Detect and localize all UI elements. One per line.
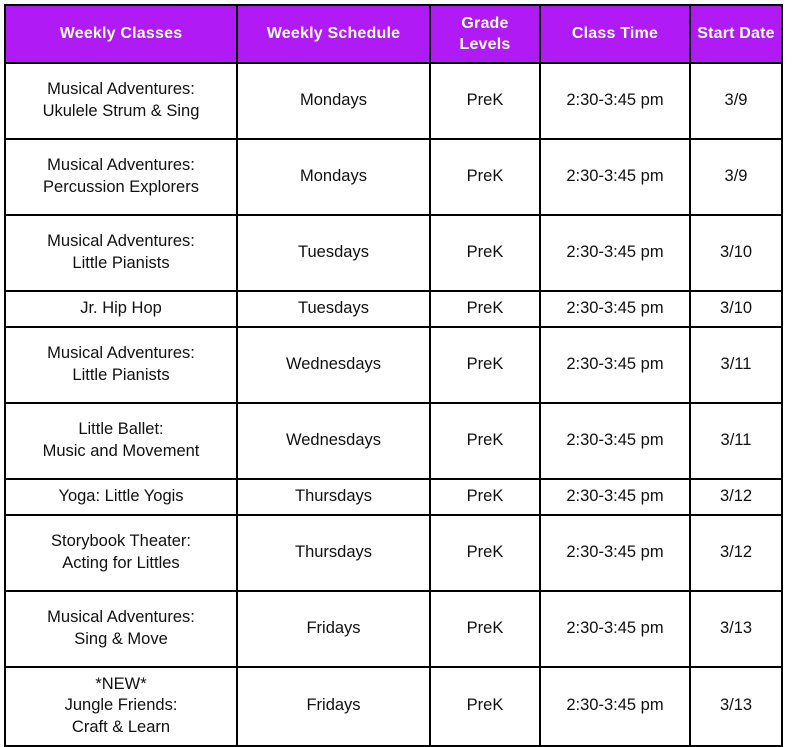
- column-header-weekly-schedule: Weekly Schedule: [237, 5, 430, 63]
- table-body: [5, 63, 782, 746]
- cell-class-name: [5, 591, 237, 667]
- column-header-start-date: Start Date: [690, 5, 782, 63]
- class-name-line: *NEW*: [95, 674, 147, 693]
- class-name-line: Percussion Explorers: [43, 178, 199, 196]
- cell-weekly-schedule: Thursdays: [237, 479, 430, 515]
- cell-class-name: [5, 291, 237, 327]
- class-name-line: Acting for Littles: [62, 553, 180, 572]
- table-row: [5, 291, 782, 327]
- cell-class-name: [5, 667, 237, 746]
- cell-start-date: 3/13: [690, 667, 782, 746]
- table-row: [5, 667, 782, 746]
- class-name-line: Musical Adventures:: [47, 607, 195, 626]
- class-name-line: Musical Adventures:: [47, 156, 195, 175]
- cell-class-name: [5, 215, 237, 291]
- cell-grade-level: PreK: [430, 215, 540, 291]
- table-row: [5, 63, 782, 139]
- cell-class-name: [5, 479, 237, 515]
- cell-class-time: 2:30-3:45 pm: [540, 291, 690, 327]
- cell-start-date: 3/11: [690, 403, 782, 479]
- class-name-line: Music and Movement: [42, 441, 200, 460]
- cell-class-time: 2:30-3:45 pm: [540, 327, 690, 403]
- header-row: [5, 5, 782, 63]
- cell-weekly-schedule: Fridays: [237, 591, 430, 667]
- class-name-line: Sing & Move: [74, 629, 168, 648]
- cell-grade-level: PreK: [430, 515, 540, 591]
- cell-class-time: 2:30-3:45 pm: [540, 403, 690, 479]
- class-name-line: Jungle Friends:: [64, 696, 178, 715]
- cell-start-date: 3/10: [690, 291, 782, 327]
- cell-start-date: 3/11: [690, 327, 782, 403]
- cell-class-name: [5, 139, 237, 215]
- cell-weekly-schedule: Tuesdays: [237, 215, 430, 291]
- class-name-line: Musical Adventures:: [47, 80, 195, 99]
- cell-weekly-schedule: Wednesdays: [237, 327, 430, 403]
- class-name-line: Storybook Theater:: [50, 531, 192, 550]
- class-name-line: Little Pianists: [72, 254, 170, 272]
- class-name-line: Jr. Hip Hop: [80, 299, 162, 317]
- table-row: [5, 403, 782, 479]
- cell-start-date: 3/10: [690, 215, 782, 291]
- column-header-weekly-classes: Weekly Classes: [5, 5, 237, 63]
- schedule-table: [4, 4, 783, 747]
- table-row: [5, 327, 782, 403]
- cell-grade-level: PreK: [430, 327, 540, 403]
- cell-class-time: 2:30-3:45 pm: [540, 139, 690, 215]
- cell-class-name: [5, 515, 237, 591]
- cell-grade-level: PreK: [430, 667, 540, 746]
- cell-start-date: 3/9: [690, 63, 782, 139]
- class-name-line: Yoga: Little Yogis: [58, 486, 184, 505]
- cell-grade-level: PreK: [430, 591, 540, 667]
- table-row: [5, 479, 782, 515]
- cell-class-time: 2:30-3:45 pm: [540, 667, 690, 746]
- table-row: [5, 515, 782, 591]
- cell-weekly-schedule: Mondays: [237, 139, 430, 215]
- cell-class-time: 2:30-3:45 pm: [540, 479, 690, 515]
- cell-grade-level: PreK: [430, 403, 540, 479]
- column-header-grade-levels: Grade Levels: [430, 5, 540, 63]
- table-row: [5, 215, 782, 291]
- class-name-line: Musical Adventures:: [47, 344, 195, 362]
- cell-class-name: [5, 63, 237, 139]
- cell-start-date: 3/12: [690, 479, 782, 515]
- cell-class-time: 2:30-3:45 pm: [540, 215, 690, 291]
- cell-class-time: 2:30-3:45 pm: [540, 515, 690, 591]
- class-name-line: Ukulele Strum & Sing: [42, 102, 200, 120]
- cell-grade-level: PreK: [430, 291, 540, 327]
- table-row: [5, 139, 782, 215]
- cell-class-time: 2:30-3:45 pm: [540, 591, 690, 667]
- cell-weekly-schedule: Tuesdays: [237, 291, 430, 327]
- class-name-line: Little Pianists: [72, 365, 170, 384]
- cell-start-date: 3/12: [690, 515, 782, 591]
- table-row: [5, 591, 782, 667]
- cell-weekly-schedule: Thursdays: [237, 515, 430, 591]
- cell-weekly-schedule: Wednesdays: [237, 403, 430, 479]
- class-name-line: Musical Adventures:: [47, 232, 195, 251]
- cell-start-date: 3/9: [690, 139, 782, 215]
- cell-grade-level: PreK: [430, 479, 540, 515]
- class-name-line: Little Ballet:: [78, 420, 164, 438]
- cell-grade-level: PreK: [430, 139, 540, 215]
- table-header: [5, 5, 782, 63]
- cell-weekly-schedule: Fridays: [237, 667, 430, 746]
- cell-weekly-schedule: Mondays: [237, 63, 430, 139]
- cell-class-name: [5, 403, 237, 479]
- column-header-class-time: Class Time: [540, 5, 690, 63]
- class-name-line: Craft & Learn: [71, 718, 171, 737]
- weekly-class-schedule: [0, 4, 807, 747]
- cell-grade-level: PreK: [430, 63, 540, 139]
- cell-start-date: 3/13: [690, 591, 782, 667]
- cell-class-time: 2:30-3:45 pm: [540, 63, 690, 139]
- cell-class-name: [5, 327, 237, 403]
